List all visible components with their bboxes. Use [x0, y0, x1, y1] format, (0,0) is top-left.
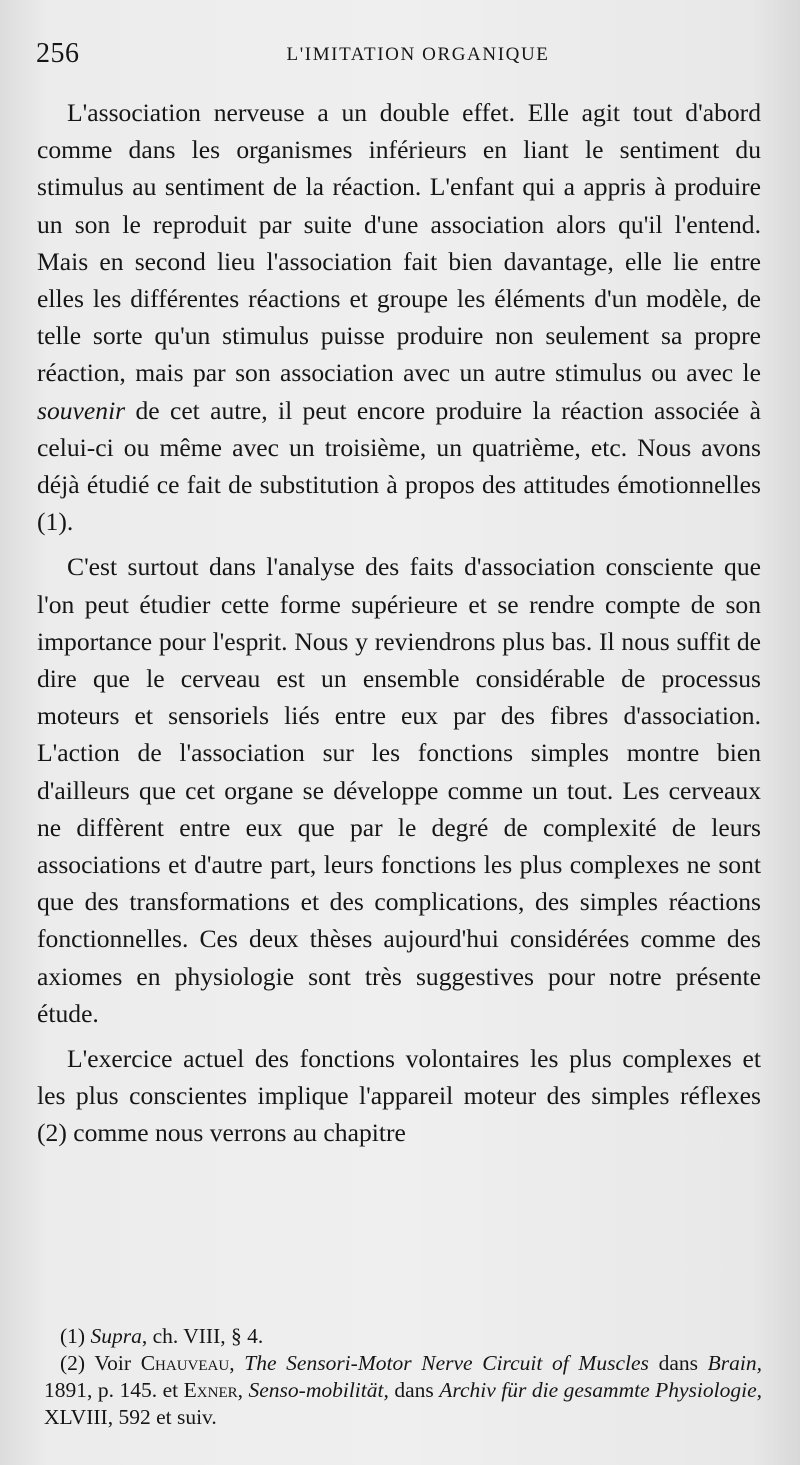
paragraph-1-part-a: L'association nerveuse a un double effet. Elle agit tout d'abord comme dans les organismes inférieurs en liant le sentiment du stimulus au sentiment de la réaction. L'enfant qui a appris à produire un son le reproduit par suite d'une association alors qu'il l'entend. Mais en second lieu l'association fait bien davantage, elle lie entre elles les différentes réactions et groupe les éléments d'un modèle, de telle sorte qu'un stimulus puisse produire non seulement sa propre réaction, mais par son association avec un autre stimulus ou avec le	[37, 98, 761, 388]
footnote-2-ref-1: 1891, p. 145. et	[44, 1378, 179, 1402]
footnote-2-author-2: Exner	[183, 1378, 238, 1402]
running-title: L'IMITATION ORGANIQUE	[286, 44, 550, 65]
footnotes	[44, 1323, 762, 1431]
footnote-2-mark: (2)	[60, 1351, 86, 1375]
footnote-2-title-2: Senso-mobilität,	[248, 1378, 389, 1402]
paragraph-1	[37, 94, 761, 540]
footnote-1-source: Supra	[90, 1324, 142, 1348]
footnote-2: (2) Voir Chauveau, The Sensori-Motor Nerve Circuit of Muscles dans Brain, 1891, p. 145. et Exner, Senso-mobilität, dans Archiv für die gesammte Physiologie, XLVIII, 592 et suiv.	[44, 1351, 763, 1429]
running-head	[36, 38, 760, 72]
footnote-2-title-1: The Sensori-Motor Nerve Circuit of Muscles	[244, 1351, 649, 1375]
footnote-2-voir: Voir	[94, 1351, 132, 1375]
footnote-2-dans-2: dans	[394, 1378, 434, 1402]
paragraph-1-part-b: de cet autre, il peut encore produire la réaction associée à celui-ci ou même avec un troisième, un quatrième, etc. Nous avons déjà étudié ce fait de substitution à propos des attitudes émotionnelles (1).	[37, 395, 761, 537]
paragraph-3: L'exercice actuel des fonctions volontaires les plus complexes et les plus conscientes implique l'appareil moteur des simples réflexes (2) comme nous verrons au chapitre	[37, 1044, 761, 1148]
footnote-2-journal-1: Brain,	[707, 1351, 763, 1375]
emphasis-souvenir: souvenir	[37, 395, 126, 425]
footnote-2-journal-2: Archiv für die gesammte Physiologie,	[439, 1378, 762, 1402]
footnote-1-rest: , ch. VIII, § 4.	[141, 1324, 264, 1348]
page-number: 256	[36, 38, 80, 69]
footnote-2-ref-2: XLVIII, 592 et suiv.	[44, 1405, 217, 1429]
footnote-1	[44, 1323, 762, 1350]
footnote-2-dans-1: dans	[658, 1351, 698, 1375]
footnote-1-mark: (1)	[60, 1324, 86, 1348]
footnote-2-author-1: Chauveau	[140, 1351, 230, 1375]
paragraph-2: C'est surtout dans l'analyse des faits d'association consciente que l'on peut étudier cette forme supérieure et se rendre compte de son importance pour l'esprit. Nous y reviendrons plus bas. Il nous suffit de dire que le cerveau est un ensemble considérable de processus moteurs et sensoriels liés entre eux par des fibres d'association. L'action de l'association sur les fonctions simples montre bien d'ailleurs que cet organe se développe comme un tout. Les cerveaux ne diffèrent entre eux que par le degré de complexité de leurs associations et d'autre part, leurs fonctions les plus complexes ne sont que des transformations et des complications, des simples réactions fonctionnelles. Ces deux thèses aujourd'hui considérées comme des axiomes en physiologie sont très suggestives pour notre présente étude.	[37, 552, 761, 1028]
body-text	[37, 94, 761, 1152]
